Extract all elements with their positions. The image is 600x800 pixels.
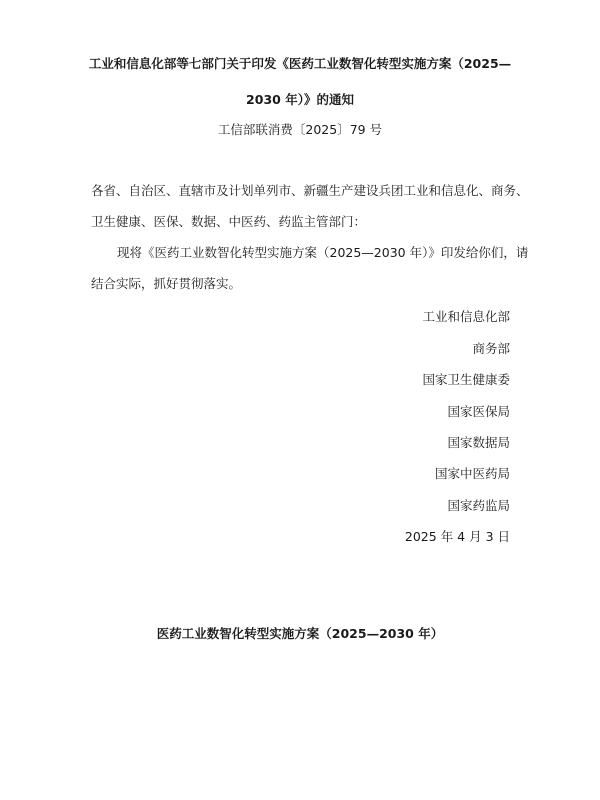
signatory-nhc: 国家卫生健康委 [422, 372, 510, 387]
signatory-natcm: 国家中医药局 [434, 466, 510, 481]
document-number: 工信部联消费〔2025〕79 号 [217, 122, 383, 137]
issue-date: 2025 年 4 月 3 日 [404, 529, 510, 544]
body-paragraph-line-2: 结合实际，抓好贯彻落实。 [91, 276, 242, 291]
recipients-line-2: 卫生健康、医保、数据、中医药、药监主管部门： [91, 214, 367, 229]
notice-title-line-1: 工业和信息化部等七部门关于印发《医药工业数智化转型实施方案（2025— [88, 56, 512, 71]
recipients-line-1: 各省、自治区、直辖市及计划单列市、新疆生产建设兵团工业和信息化、商务、 [91, 183, 529, 198]
signatory-nhsa: 国家医保局 [447, 404, 510, 419]
notice-title-line-2: 2030 年）》的通知 [246, 92, 354, 107]
signatory-mofcom: 商务部 [472, 341, 510, 356]
plan-title: 医药工业数智化转型实施方案（2025—2030 年） [156, 626, 444, 641]
body-paragraph-line-1: 现将《医药工业数智化转型实施方案（2025—2030 年）》印发给你们，请 [117, 245, 529, 260]
signatory-nda: 国家数据局 [447, 435, 510, 450]
signatory-miit: 工业和信息化部 [422, 309, 510, 324]
signatory-nmpa: 国家药监局 [447, 498, 510, 513]
